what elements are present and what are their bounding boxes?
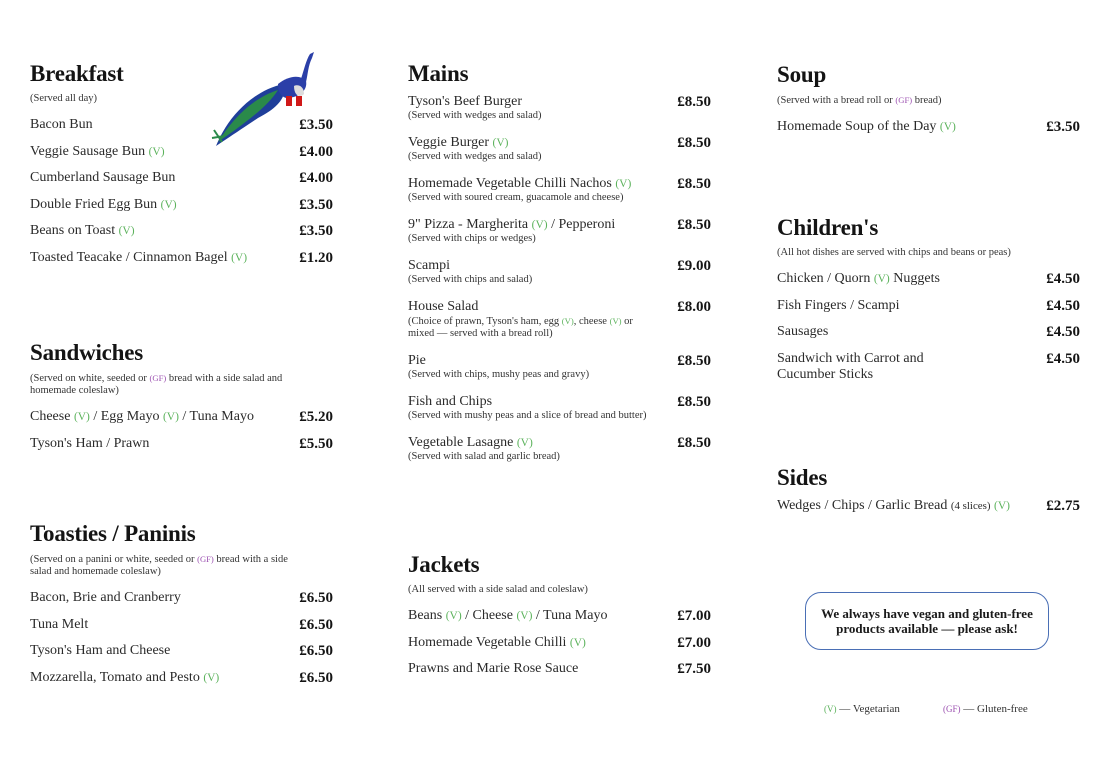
menu-item-list [30,117,333,276]
section-note: (Served on a panini or white, seeded or (GF) bread with a side salad and homemade coleslaw) [30,554,288,577]
item-name: Fish and Chips [408,394,493,409]
menu-item-list [30,409,333,462]
item-price: £7.00 [677,608,711,624]
item-price: £4.00 [299,143,333,160]
item-description: (Served with chips or wedges) [408,233,536,244]
item-description: (Served with salad and garlic bread) [408,451,560,462]
vegetarian-tag: (V) [162,411,179,423]
menu-item-list [777,119,1080,146]
item-name: Cheese (V) / Egg Mayo (V) / Tuna Mayo [30,409,254,424]
vegan-gluten-free-callout [805,592,1049,650]
vegetarian-tag: (V) [615,178,632,190]
menu-item [408,435,711,463]
item-price: £8.50 [677,135,711,151]
menu-item [30,436,333,463]
menu-item [30,617,333,644]
gluten-free-tag: (GF) [197,554,214,564]
section-breakfast [30,62,333,276]
section-mains [408,62,711,476]
vegetarian-tag: (V) [609,316,622,326]
menu-item [777,351,1080,387]
section-title: Children's [777,215,879,240]
vegetarian-tag: (V) [516,610,533,622]
gluten-free-tag: (GF) [943,704,961,714]
item-name: Vegetable Lasagne (V) [408,435,533,450]
menu-item [30,170,333,197]
section-title: Mains [408,61,469,86]
vegetarian-tag: (V) [445,610,462,622]
menu-item [30,409,333,436]
item-name: Mozzarella, Tomato and Pesto (V) [30,669,220,685]
vegetarian-tag: (V) [73,411,90,423]
section-sides [777,466,1080,525]
item-name: Beans on Toast (V) [30,223,135,238]
item-name: Homemade Soup of the Day (V) [777,119,956,134]
section-title: Breakfast [30,61,124,86]
item-price: £3.50 [299,196,333,213]
item-name: Veggie Burger (V) [408,135,509,150]
vegetarian-tag: (V) [873,273,890,285]
item-name: Tyson's Ham and Cheese [30,643,171,658]
section-title: Sandwiches [30,340,144,365]
vegetarian-tag: (V) [531,219,548,231]
menu-item-list [30,590,333,696]
section-note: (Served on white, seeded or (GF) bread with a side salad and homemade coleslaw) [30,373,283,396]
item-name: Prawns and Marie Rose Sauce [408,661,579,676]
vegetarian-tag: (V) [994,500,1010,512]
vegetarian-tag: (V) [516,437,533,449]
item-price: £8.50 [677,353,711,369]
item-price: £3.50 [299,117,333,133]
item-price: £4.00 [299,170,333,186]
section-sandwiches [30,341,333,462]
item-name: Chicken / Quorn (V) Nuggets [777,271,940,286]
menu-item [408,353,711,381]
item-name: Bacon Bun [30,117,93,132]
section-note: (Served all day) [30,93,98,104]
gluten-free-tag: (GF) [149,373,167,383]
menu-item [30,117,333,144]
vegetarian-tag: (V) [148,145,165,158]
menu-item [30,197,333,224]
callout-text: We always have vegan and gluten-free products available — please ask! [821,606,1033,636]
item-description: (Choice of prawn, Tyson's ham, egg (V), cheese (V) or mixed — served with a bread roll) [408,316,633,339]
item-name: Wedges / Chips / Garlic Bread (4 slices) (V) [777,498,1010,513]
menu-item [408,299,711,340]
menu-item [777,498,1080,525]
item-price: £4.50 [1046,271,1080,287]
menu-item [408,94,711,122]
item-description: (Served with chips and salad) [408,274,533,285]
menu-item [408,135,711,163]
menu-item-list [777,498,1080,525]
item-price: £5.50 [299,435,333,452]
menu-item [408,394,711,422]
item-price: £8.00 [677,299,711,315]
legend-gluten-free: (GF) — Gluten-free [943,703,1028,715]
item-description: (Served with wedges and salad) [408,110,542,121]
item-price: £7.00 [677,634,711,651]
item-name: Double Fried Egg Bun (V) [30,196,177,212]
item-name: Toasted Teacake / Cinnamon Bagel (V) [30,249,248,265]
menu-item [777,271,1080,298]
item-name: Homemade Vegetable Chilli Nachos (V) [408,176,632,191]
section-childrens [777,216,1080,387]
vegetarian-tag: (V) [561,316,574,326]
item-price: £4.50 [1046,324,1080,340]
menu-item [30,670,333,697]
item-description: (Served with chips, mushy peas and gravy) [408,369,590,380]
item-name: Cumberland Sausage Bun [30,170,176,185]
item-name: Sandwich with Carrot and Cucumber Sticks [777,350,924,382]
item-name: Veggie Sausage Bun (V) [30,143,165,159]
item-price: £2.75 [1046,498,1080,514]
item-price: £6.50 [299,590,333,606]
vegetarian-tag: (V) [569,636,586,649]
section-title: Soup [777,62,827,87]
menu-item [408,217,711,245]
item-name: 9" Pizza - Margherita (V) / Pepperoni [408,217,616,232]
menu-item [30,643,333,670]
item-price: £1.20 [299,249,333,266]
vegetarian-tag: (V) [824,704,837,714]
item-price: £4.50 [1046,297,1080,314]
section-soup [777,63,1080,146]
item-name: Tuna Melt [30,616,89,632]
menu-item-list [408,94,711,463]
menu-item [30,250,333,277]
item-price: £8.50 [677,435,711,451]
item-name: Homemade Vegetable Chilli (V) [408,634,586,650]
item-price: £8.50 [677,394,711,410]
item-name: Bacon, Brie and Cranberry [30,590,181,605]
item-price: £8.50 [677,176,711,192]
item-name: Tyson's Ham / Prawn [30,435,150,451]
item-price: £3.50 [299,223,333,239]
menu-item [30,223,333,250]
legend-vegetarian: (V) — Vegetarian [824,703,900,715]
menu-item [408,258,711,286]
item-name: Sausages [777,324,829,339]
item-price: £4.50 [1046,350,1080,367]
menu-item [30,590,333,617]
item-name: Beans (V) / Cheese (V) / Tuna Mayo [408,608,608,623]
vegetarian-tag: (V) [160,198,177,211]
item-description: (Served with wedges and salad) [408,151,542,162]
menu-item-list [408,608,711,688]
section-title: Sides [777,465,828,490]
section-note: (All hot dishes are served with chips and beans or peas) [777,247,1011,258]
section-title: Toasties / Paninis [30,521,196,546]
menu-item [777,324,1080,351]
item-name: House Salad [408,299,479,314]
section-title: Jackets [408,552,480,577]
vegetarian-tag: (V) [939,121,956,133]
section-toasties [30,522,333,696]
item-description: (Served with mushy peas and a slice of bread and butter) [408,410,647,421]
menu-item [408,608,711,635]
item-name: Tyson's Beef Burger [408,94,523,109]
item-name: Fish Fingers / Scampi [777,297,900,313]
menu-item-list [777,271,1080,387]
menu-item [408,176,711,204]
item-price: £8.50 [677,217,711,233]
item-price: £3.50 [1046,119,1080,135]
vegetarian-tag: (V) [492,137,509,149]
item-price: £7.50 [677,661,711,677]
item-price: £8.50 [677,94,711,110]
gluten-free-tag: (GF) [895,95,913,105]
menu-item [777,298,1080,325]
item-price: £9.00 [677,258,711,274]
vegetarian-tag: (V) [118,225,135,237]
menu-item [408,661,711,688]
vegetarian-tag: (V) [231,251,248,264]
item-name: Scampi [408,258,450,273]
item-name: Pie [408,353,426,368]
menu-item [408,635,711,662]
menu-item [777,119,1080,146]
item-price: £6.50 [299,616,333,633]
item-price: £5.20 [299,409,333,425]
item-price: £6.50 [299,643,333,659]
section-note: (All served with a side salad and coleslaw) [408,584,588,595]
item-price: £6.50 [299,669,333,686]
portion-note: (4 slices) [950,500,991,512]
section-note: (Served with a bread roll or (GF) bread) [777,95,942,106]
section-jackets [408,553,711,688]
vegetarian-tag: (V) [203,671,220,684]
item-description: (Served with soured cream, guacamole and cheese) [408,192,624,203]
menu-item [30,144,333,171]
